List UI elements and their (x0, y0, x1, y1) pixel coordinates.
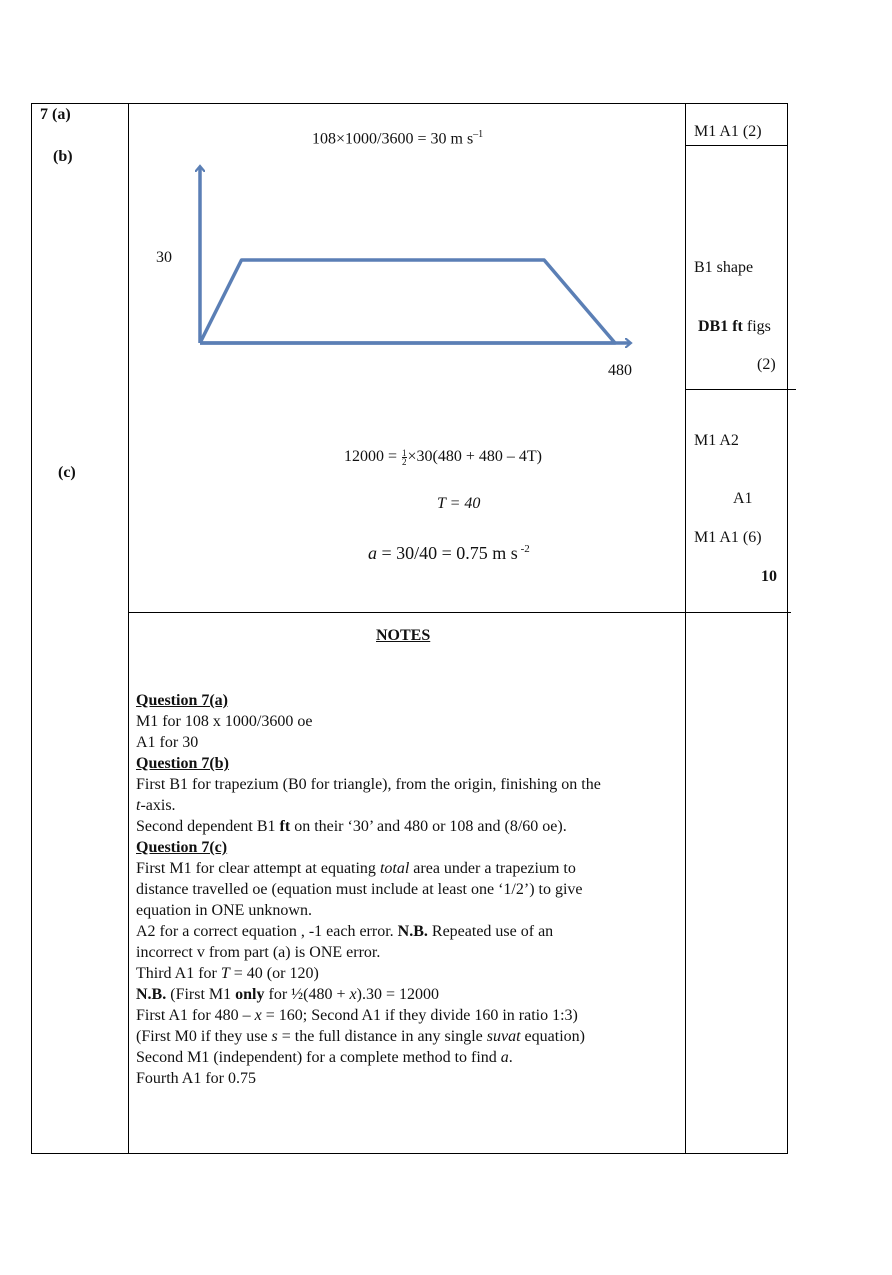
note-line: Second dependent B1 ft on their ‘30’ and 480 or 108 and (8/60 oe). (136, 818, 567, 835)
part-c-label: (c) (58, 464, 76, 481)
trapezium-line (200, 260, 615, 343)
part-b-total: (2) (757, 356, 776, 373)
part-b-label: (b) (53, 148, 73, 165)
part-a-marks: M1 A1 (2) (694, 123, 762, 140)
table-bottom-border (31, 1153, 788, 1154)
part-c-mark-row3: M1 A1 (6) (694, 529, 762, 546)
question-number: 7 (a) (40, 106, 71, 123)
note-line: A2 for a correct equation , -1 each error. N.B. Repeated use of an (136, 923, 554, 940)
column-divider-1 (128, 103, 129, 1154)
note-line: M1 for 108 x 1000/3600 oe (136, 713, 313, 730)
note-line: Second M1 (independent) for a complete method to find a. (136, 1049, 513, 1066)
part-c-mark-row1: M1 A2 (694, 432, 739, 449)
note-line: Third A1 for T = 40 (or 120) (136, 965, 319, 982)
notes-body (136, 690, 681, 1089)
note-line: First M1 for clear attempt at equating total area under a trapezium to (136, 860, 576, 877)
note-line: N.B. (First M1 only for ½(480 + x).30 = 12000 (136, 986, 439, 1003)
y-axis-label-30: 30 (156, 249, 172, 266)
note-line: equation in ONE unknown. (136, 902, 312, 919)
part-a-equation: 108×1000/3600 = 30 m $s^{-1}$ (312, 129, 484, 148)
velocity-time-graph (140, 155, 660, 385)
note-line: (First M0 if they use s = the full distance in any single suvat equation) (136, 1028, 585, 1045)
part-c-equation-1: 12000 = $\frac{1}{2}$ ×30(480 + 480 – 4T) (344, 447, 543, 467)
notes-heading: NOTES (376, 627, 431, 644)
part-b-mark-figs: DB1 ft figs (698, 318, 771, 335)
note-line: Fourth A1 for 0.75 (136, 1070, 256, 1087)
question-total: 10 (761, 568, 777, 585)
part-c-equation-3: a = 30/40 = 0.75 m s $^{-2}$ (368, 543, 530, 563)
column-divider-2 (685, 103, 686, 1154)
note-line: First A1 for 480 – x = 160; Second A1 if they divide 160 in ratio 1:3) (136, 1007, 578, 1024)
q7c-title: Question 7(c) (136, 839, 228, 856)
note-line: First B1 for trapezium (B0 for triangle), from the origin, finishing on the (136, 776, 601, 793)
note-line: t-axis. (136, 797, 176, 814)
note-line: A1 for 30 (136, 734, 199, 751)
table-left-border (31, 103, 32, 1154)
table-top-border (31, 103, 788, 104)
part-c-equation-2: T = 40 (437, 495, 481, 512)
marks-divider-a (685, 145, 788, 146)
x-axis-label-480: 480 (608, 362, 632, 379)
q7a-title: Question 7(a) (136, 692, 228, 709)
note-line: incorrect v from part (a) is ONE error. (136, 944, 381, 961)
marks-divider-b (685, 389, 796, 390)
part-b-mark-shape: B1 shape (694, 259, 754, 276)
q7b-title: Question 7(b) (136, 755, 229, 772)
notes-divider (128, 612, 791, 613)
table-right-border (787, 103, 788, 1154)
part-c-mark-row2: A1 (733, 490, 753, 507)
note-line: distance travelled oe (equation must include at least one ‘1/2’) to give (136, 881, 583, 898)
